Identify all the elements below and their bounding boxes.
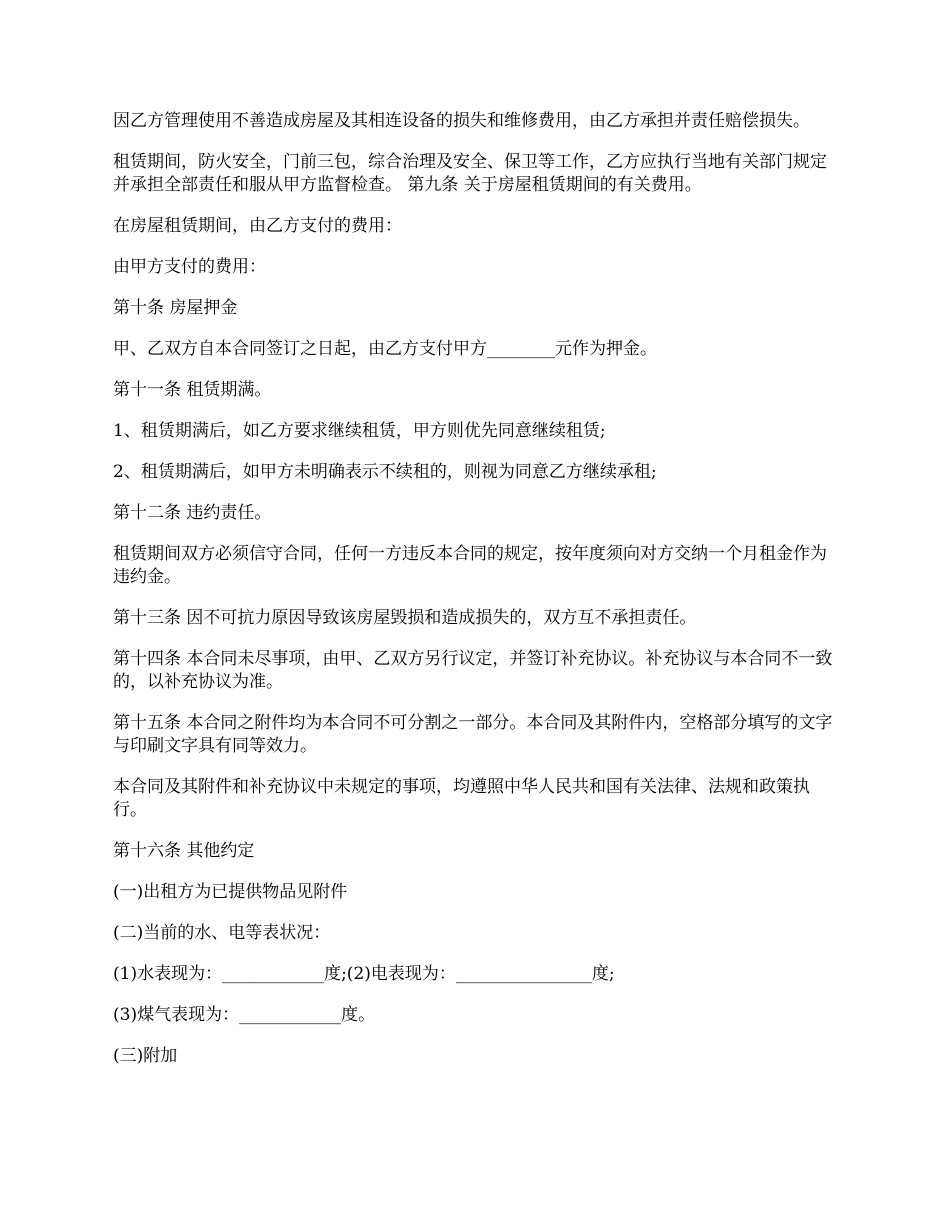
paragraph-article-15: 第十五条 本合同之附件均为本合同不可分割之一部分。本合同及其附件内，空格部分填写的文字与印刷文字具有同等效力。 — [113, 713, 833, 756]
paragraph-damage-liability: 因乙方管理使用不善造成房屋及其相连设备的损失和维修费用，由乙方承担并责任赔偿损失。 — [113, 111, 810, 131]
paragraph-provided-items: (一)出租方为已提供物品见附件 — [113, 882, 348, 902]
paragraph-renewal-2: 2、租赁期满后，如甲方未明确表示不续租的，则视为同意乙方继续承租; — [113, 462, 657, 482]
paragraph-article-13: 第十三条 因不可抗力原因导致该房屋毁损和造成损失的，双方互不承担责任。 — [113, 608, 697, 628]
heading-article-12: 第十二条 违约责任。 — [113, 503, 272, 523]
paragraph-gas-meter: (3)煤气表现为：____________度。 — [113, 1005, 376, 1025]
paragraph-renewal-1: 1、租赁期满后，如乙方要求继续租赁，甲方则优先同意继续租赁; — [113, 421, 606, 441]
paragraph-article-14: 第十四条 本合同未尽事项，由甲、乙双方另行议定，并签订补充协议。补充协议与本合同不一致的，以补充协议为准。 — [113, 649, 833, 692]
paragraph-water-electric-meter: (1)水表现为：____________度;(2)电表现为：________________度; — [113, 964, 615, 984]
paragraph-breach-penalty: 租赁期间双方必须信守合同，任何一方违反本合同的规定，按年度须向对方交纳一个月租金作为违约金。 — [113, 544, 827, 587]
paragraph-landlord-fees: 由甲方支付的费用： — [113, 257, 266, 277]
heading-article-16: 第十六条 其他约定 — [113, 841, 255, 861]
paragraph-tenant-fees: 在房屋租赁期间，由乙方支付的费用： — [113, 216, 402, 236]
heading-article-10: 第十条 房屋押金 — [113, 298, 238, 318]
paragraph-deposit: 甲、乙双方自本合同签订之日起，由乙方支付甲方________元作为押金。 — [113, 339, 657, 359]
paragraph-safety-duties: 租赁期间，防火安全，门前三包，综合治理及安全、保卫等工作，乙方应执行当地有关部门规定并承担全部责任和服从甲方监督检查。 第九条 关于房屋租赁期间的有关费用。 — [113, 152, 827, 195]
heading-article-11: 第十一条 租赁期满。 — [113, 380, 272, 400]
paragraph-meter-status: (二)当前的水、电等表状况： — [113, 923, 331, 943]
paragraph-applicable-law: 本合同及其附件和补充协议中未规定的事项，均遵照中华人民共和国有关法律、法规和政策执行。 — [113, 777, 810, 820]
paragraph-addendum: (三)附加 — [113, 1046, 178, 1066]
